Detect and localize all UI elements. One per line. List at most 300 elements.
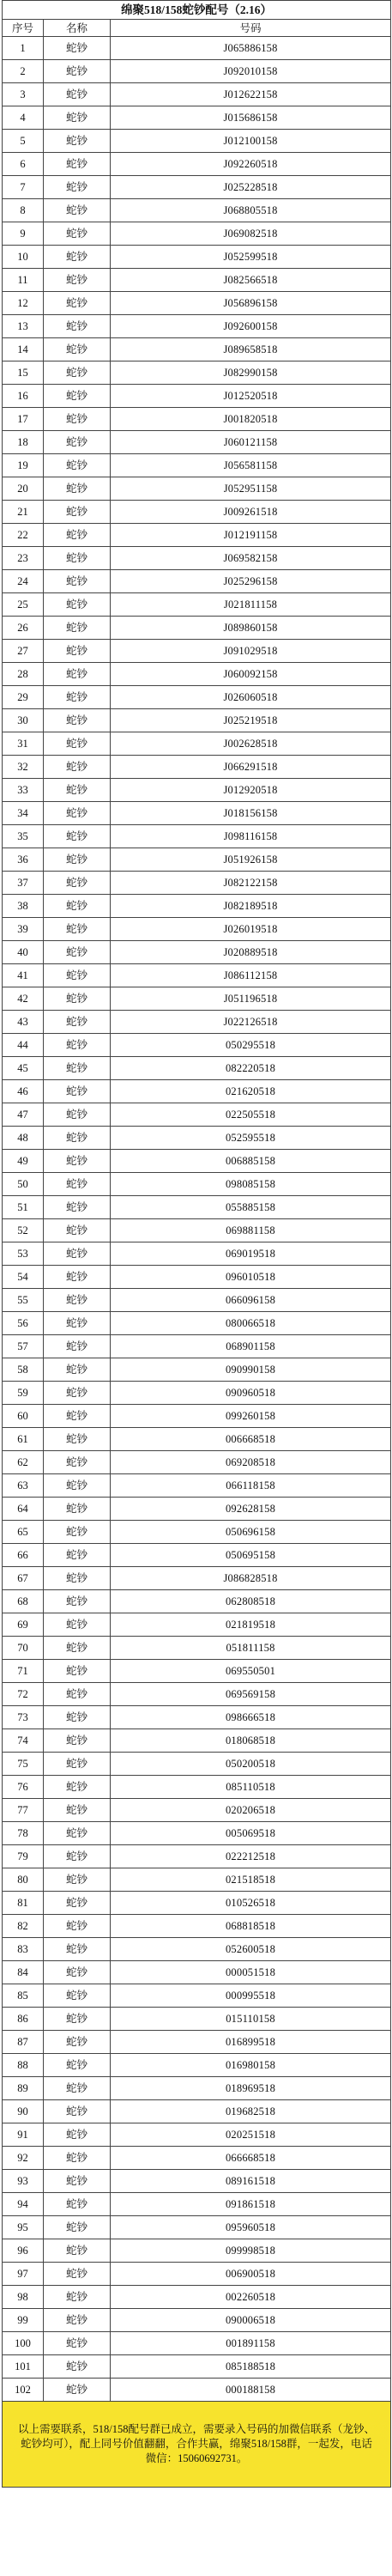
row-index: 77	[3, 1799, 44, 1822]
table-row	[3, 1335, 391, 1358]
row-code: J098116158	[111, 825, 391, 848]
row-index: 53	[3, 1242, 44, 1266]
row-code: 005069518	[111, 1822, 391, 1845]
row-index: 80	[3, 1868, 44, 1892]
row-code: J092010158	[111, 60, 391, 83]
row-index: 76	[3, 1776, 44, 1799]
row-index: 54	[3, 1266, 44, 1289]
table-row	[3, 1729, 391, 1753]
table-row	[3, 1868, 391, 1892]
table-row	[3, 1173, 391, 1196]
row-name: 蛇钞	[44, 199, 111, 222]
row-index: 73	[3, 1706, 44, 1729]
row-name: 蛇钞	[44, 361, 111, 385]
row-code: J012920518	[111, 779, 391, 802]
table-row	[3, 1080, 391, 1103]
row-code: J051926158	[111, 848, 391, 872]
row-code: J082566518	[111, 269, 391, 292]
row-index: 93	[3, 2170, 44, 2193]
row-code: J056581158	[111, 454, 391, 477]
row-index: 100	[3, 2332, 44, 2355]
row-name: 蛇钞	[44, 292, 111, 315]
row-name: 蛇钞	[44, 431, 111, 454]
table-body	[3, 37, 391, 2402]
table-row	[3, 60, 391, 83]
row-code: J021811158	[111, 593, 391, 617]
row-code: 098666518	[111, 1706, 391, 1729]
row-name: 蛇钞	[44, 1173, 111, 1196]
row-code: 006668518	[111, 1428, 391, 1451]
table-row	[3, 106, 391, 130]
row-name: 蛇钞	[44, 524, 111, 547]
table-row	[3, 1892, 391, 1915]
row-name: 蛇钞	[44, 269, 111, 292]
row-index: 3	[3, 83, 44, 106]
row-index: 23	[3, 547, 44, 570]
row-name: 蛇钞	[44, 895, 111, 918]
row-name: 蛇钞	[44, 1683, 111, 1706]
row-name: 蛇钞	[44, 1080, 111, 1103]
row-name: 蛇钞	[44, 1868, 111, 1892]
row-code: 018068518	[111, 1729, 391, 1753]
row-name: 蛇钞	[44, 1938, 111, 1961]
row-code: J069582158	[111, 547, 391, 570]
table-row	[3, 222, 391, 246]
table-row	[3, 2170, 391, 2193]
row-index: 81	[3, 1892, 44, 1915]
table-row	[3, 570, 391, 593]
table-row	[3, 1799, 391, 1822]
row-index: 99	[3, 2309, 44, 2332]
row-name: 蛇钞	[44, 848, 111, 872]
row-code: 022505518	[111, 1103, 391, 1127]
row-code: 068901158	[111, 1335, 391, 1358]
table-row	[3, 709, 391, 732]
row-index: 96	[3, 2239, 44, 2263]
row-name: 蛇钞	[44, 1544, 111, 1567]
row-code: 050696158	[111, 1521, 391, 1544]
row-index: 70	[3, 1637, 44, 1660]
row-name: 蛇钞	[44, 246, 111, 269]
row-index: 48	[3, 1127, 44, 1150]
row-name: 蛇钞	[44, 1729, 111, 1753]
row-index: 2	[3, 60, 44, 83]
row-index: 91	[3, 2123, 44, 2147]
row-name: 蛇钞	[44, 1567, 111, 1590]
row-code: 069019518	[111, 1242, 391, 1266]
row-name: 蛇钞	[44, 732, 111, 756]
row-code: 000051518	[111, 1961, 391, 1984]
table-row	[3, 385, 391, 408]
table-row	[3, 1637, 391, 1660]
row-code: J082122158	[111, 872, 391, 895]
row-index: 90	[3, 2100, 44, 2123]
row-name: 蛇钞	[44, 1892, 111, 1915]
row-code: 021620518	[111, 1080, 391, 1103]
row-name: 蛇钞	[44, 709, 111, 732]
table-row	[3, 1451, 391, 1474]
row-code: J051196518	[111, 987, 391, 1011]
row-code: J069082518	[111, 222, 391, 246]
row-code: 015110158	[111, 2008, 391, 2031]
row-index: 71	[3, 1660, 44, 1683]
row-name: 蛇钞	[44, 2309, 111, 2332]
row-index: 47	[3, 1103, 44, 1127]
row-code: 000188158	[111, 2379, 391, 2402]
table-row	[3, 246, 391, 269]
table-row	[3, 176, 391, 199]
row-code: 066096158	[111, 1289, 391, 1312]
row-name: 蛇钞	[44, 1219, 111, 1242]
row-code: J012520518	[111, 385, 391, 408]
table-row	[3, 802, 391, 825]
row-code: J086828518	[111, 1567, 391, 1590]
table-row	[3, 1103, 391, 1127]
row-name: 蛇钞	[44, 1405, 111, 1428]
header-row	[3, 20, 391, 37]
table-row	[3, 1613, 391, 1637]
row-index: 42	[3, 987, 44, 1011]
row-index: 98	[3, 2286, 44, 2309]
row-name: 蛇钞	[44, 1613, 111, 1637]
row-code: 080066518	[111, 1312, 391, 1335]
row-name: 蛇钞	[44, 1521, 111, 1544]
table-row	[3, 1289, 391, 1312]
row-index: 88	[3, 2054, 44, 2077]
row-index: 82	[3, 1915, 44, 1938]
row-name: 蛇钞	[44, 2355, 111, 2379]
row-index: 21	[3, 501, 44, 524]
table-row	[3, 918, 391, 941]
row-code: J052599518	[111, 246, 391, 269]
row-code: 016980158	[111, 2054, 391, 2077]
row-index: 11	[3, 269, 44, 292]
table-row	[3, 1845, 391, 1868]
number-table	[2, 0, 391, 2488]
row-name: 蛇钞	[44, 825, 111, 848]
table-row	[3, 1776, 391, 1799]
row-name: 蛇钞	[44, 1011, 111, 1034]
row-code: 089161518	[111, 2170, 391, 2193]
table-row	[3, 2309, 391, 2332]
row-name: 蛇钞	[44, 756, 111, 779]
row-code: J086112158	[111, 964, 391, 987]
row-index: 39	[3, 918, 44, 941]
table-row	[3, 153, 391, 176]
row-index: 97	[3, 2263, 44, 2286]
row-name: 蛇钞	[44, 130, 111, 153]
row-code: 002260518	[111, 2286, 391, 2309]
table-row	[3, 2332, 391, 2355]
row-code: 006885158	[111, 1150, 391, 1173]
row-index: 28	[3, 663, 44, 686]
table-row	[3, 477, 391, 501]
row-name: 蛇钞	[44, 454, 111, 477]
table-row	[3, 1242, 391, 1266]
row-name: 蛇钞	[44, 1474, 111, 1498]
row-code: 050295518	[111, 1034, 391, 1057]
row-name: 蛇钞	[44, 872, 111, 895]
table-row	[3, 1127, 391, 1150]
row-code: 069569158	[111, 1683, 391, 1706]
row-code: 006900518	[111, 2263, 391, 2286]
row-code: 066668518	[111, 2147, 391, 2170]
row-name: 蛇钞	[44, 802, 111, 825]
row-name: 蛇钞	[44, 1103, 111, 1127]
table-row	[3, 1590, 391, 1613]
row-index: 94	[3, 2193, 44, 2216]
row-index: 18	[3, 431, 44, 454]
table-row	[3, 872, 391, 895]
row-name: 蛇钞	[44, 1822, 111, 1845]
row-name: 蛇钞	[44, 1799, 111, 1822]
row-name: 蛇钞	[44, 617, 111, 640]
row-code: 098085158	[111, 1173, 391, 1196]
row-index: 95	[3, 2216, 44, 2239]
row-name: 蛇钞	[44, 60, 111, 83]
header-index: 序号	[3, 20, 44, 37]
row-name: 蛇钞	[44, 1845, 111, 1868]
row-index: 44	[3, 1034, 44, 1057]
table-row	[3, 1219, 391, 1242]
row-code: 052600518	[111, 1938, 391, 1961]
row-name: 蛇钞	[44, 1057, 111, 1080]
row-name: 蛇钞	[44, 106, 111, 130]
row-code: J089658518	[111, 338, 391, 361]
row-index: 63	[3, 1474, 44, 1498]
row-name: 蛇钞	[44, 222, 111, 246]
table-row	[3, 1266, 391, 1289]
table-row	[3, 1984, 391, 2008]
row-index: 87	[3, 2031, 44, 2054]
table-row	[3, 2147, 391, 2170]
header-code: 号码	[111, 20, 391, 37]
row-index: 78	[3, 1822, 44, 1845]
row-index: 35	[3, 825, 44, 848]
table-row	[3, 315, 391, 338]
row-name: 蛇钞	[44, 153, 111, 176]
row-name: 蛇钞	[44, 1660, 111, 1683]
table-row	[3, 2123, 391, 2147]
row-name: 蛇钞	[44, 1706, 111, 1729]
contact-note: 以上需要联系，518/158配号群已成立，需要录入号码的加微信联系（龙钞、蛇钞均可），配上同号价值翻翻，合作共赢，绵聚518/158群，一起发，电话微信：15060692731。	[3, 2402, 391, 2488]
row-index: 41	[3, 964, 44, 987]
row-index: 79	[3, 1845, 44, 1868]
table-row	[3, 617, 391, 640]
table-row	[3, 361, 391, 385]
row-index: 24	[3, 570, 44, 593]
row-index: 40	[3, 941, 44, 964]
row-name: 蛇钞	[44, 2332, 111, 2355]
table-row	[3, 431, 391, 454]
row-index: 14	[3, 338, 44, 361]
row-name: 蛇钞	[44, 1312, 111, 1335]
row-index: 37	[3, 872, 44, 895]
row-name: 蛇钞	[44, 315, 111, 338]
row-index: 43	[3, 1011, 44, 1034]
row-name: 蛇钞	[44, 2239, 111, 2263]
table-row	[3, 2216, 391, 2239]
row-index: 33	[3, 779, 44, 802]
table-row	[3, 1428, 391, 1451]
row-name: 蛇钞	[44, 918, 111, 941]
row-name: 蛇钞	[44, 2147, 111, 2170]
table-row	[3, 987, 391, 1011]
table-row	[3, 501, 391, 524]
row-name: 蛇钞	[44, 2100, 111, 2123]
table-row	[3, 524, 391, 547]
row-index: 56	[3, 1312, 44, 1335]
table-row	[3, 1474, 391, 1498]
row-index: 32	[3, 756, 44, 779]
row-name: 蛇钞	[44, 663, 111, 686]
row-name: 蛇钞	[44, 477, 111, 501]
table-row	[3, 269, 391, 292]
row-index: 36	[3, 848, 44, 872]
table-row	[3, 779, 391, 802]
row-code: 066118158	[111, 1474, 391, 1498]
table-row	[3, 1753, 391, 1776]
table-row	[3, 2054, 391, 2077]
row-name: 蛇钞	[44, 1289, 111, 1312]
table-row	[3, 1706, 391, 1729]
row-index: 50	[3, 1173, 44, 1196]
row-code: J022126518	[111, 1011, 391, 1034]
row-code: J012191158	[111, 524, 391, 547]
row-name: 蛇钞	[44, 1335, 111, 1358]
row-code: 020206518	[111, 1799, 391, 1822]
table-row	[3, 732, 391, 756]
row-index: 75	[3, 1753, 44, 1776]
row-code: J025228518	[111, 176, 391, 199]
table-row	[3, 756, 391, 779]
table-row	[3, 895, 391, 918]
row-code: J056896158	[111, 292, 391, 315]
header-name: 名称	[44, 20, 111, 37]
row-code: 022212518	[111, 1845, 391, 1868]
table-row	[3, 2008, 391, 2031]
row-index: 55	[3, 1289, 44, 1312]
row-code: 000995518	[111, 1984, 391, 2008]
row-name: 蛇钞	[44, 1150, 111, 1173]
row-code: 050200518	[111, 1753, 391, 1776]
row-code: 069550501	[111, 1660, 391, 1683]
row-code: J012100158	[111, 130, 391, 153]
row-code: 021819518	[111, 1613, 391, 1637]
row-code: J009261518	[111, 501, 391, 524]
row-index: 102	[3, 2379, 44, 2402]
row-name: 蛇钞	[44, 779, 111, 802]
row-name: 蛇钞	[44, 176, 111, 199]
row-code: J068805518	[111, 199, 391, 222]
row-name: 蛇钞	[44, 640, 111, 663]
row-code: 085188518	[111, 2355, 391, 2379]
row-index: 27	[3, 640, 44, 663]
row-name: 蛇钞	[44, 547, 111, 570]
row-index: 69	[3, 1613, 44, 1637]
table-row	[3, 941, 391, 964]
row-index: 38	[3, 895, 44, 918]
row-name: 蛇钞	[44, 1637, 111, 1660]
row-code: 068818518	[111, 1915, 391, 1938]
title-row	[3, 1, 391, 20]
row-index: 49	[3, 1150, 44, 1173]
table-row	[3, 1822, 391, 1845]
row-code: 052595518	[111, 1127, 391, 1150]
row-index: 45	[3, 1057, 44, 1080]
row-name: 蛇钞	[44, 941, 111, 964]
row-code: 096010518	[111, 1266, 391, 1289]
row-code: 062808518	[111, 1590, 391, 1613]
row-name: 蛇钞	[44, 1984, 111, 2008]
table-row	[3, 1938, 391, 1961]
row-index: 26	[3, 617, 44, 640]
row-name: 蛇钞	[44, 570, 111, 593]
row-name: 蛇钞	[44, 2379, 111, 2402]
row-name: 蛇钞	[44, 1451, 111, 1474]
table-row	[3, 1544, 391, 1567]
table-row	[3, 1358, 391, 1382]
row-index: 64	[3, 1498, 44, 1521]
row-index: 84	[3, 1961, 44, 1984]
table-row	[3, 83, 391, 106]
row-index: 7	[3, 176, 44, 199]
row-index: 101	[3, 2355, 44, 2379]
row-code: J065886158	[111, 37, 391, 60]
table-row	[3, 2100, 391, 2123]
row-index: 52	[3, 1219, 44, 1242]
row-code: J066291518	[111, 756, 391, 779]
row-index: 85	[3, 1984, 44, 2008]
row-code: 018969518	[111, 2077, 391, 2100]
row-index: 10	[3, 246, 44, 269]
table-row	[3, 1057, 391, 1080]
row-code: J025219518	[111, 709, 391, 732]
row-index: 1	[3, 37, 44, 60]
table-row	[3, 2263, 391, 2286]
row-code: J002628518	[111, 732, 391, 756]
row-code: J082990158	[111, 361, 391, 385]
row-index: 62	[3, 1451, 44, 1474]
row-code: J092260518	[111, 153, 391, 176]
row-index: 92	[3, 2147, 44, 2170]
row-code: 095960518	[111, 2216, 391, 2239]
table-row	[3, 663, 391, 686]
row-index: 83	[3, 1938, 44, 1961]
row-name: 蛇钞	[44, 593, 111, 617]
row-name: 蛇钞	[44, 964, 111, 987]
table-row	[3, 1011, 391, 1034]
table-row	[3, 1498, 391, 1521]
row-code: J026019518	[111, 918, 391, 941]
row-code: J089860158	[111, 617, 391, 640]
row-code: 091861518	[111, 2193, 391, 2216]
row-code: 010526518	[111, 1892, 391, 1915]
sheet-title: 绵聚518/158蛇钞配号（2.16）	[3, 1, 391, 20]
row-index: 31	[3, 732, 44, 756]
row-index: 58	[3, 1358, 44, 1382]
row-code: 019682518	[111, 2100, 391, 2123]
table-row	[3, 825, 391, 848]
table-row	[3, 1683, 391, 1706]
row-name: 蛇钞	[44, 1498, 111, 1521]
row-code: 090960518	[111, 1382, 391, 1405]
row-code: J060092158	[111, 663, 391, 686]
table-row	[3, 2379, 391, 2402]
row-code: 050695158	[111, 1544, 391, 1567]
row-name: 蛇钞	[44, 1428, 111, 1451]
row-name: 蛇钞	[44, 1266, 111, 1289]
